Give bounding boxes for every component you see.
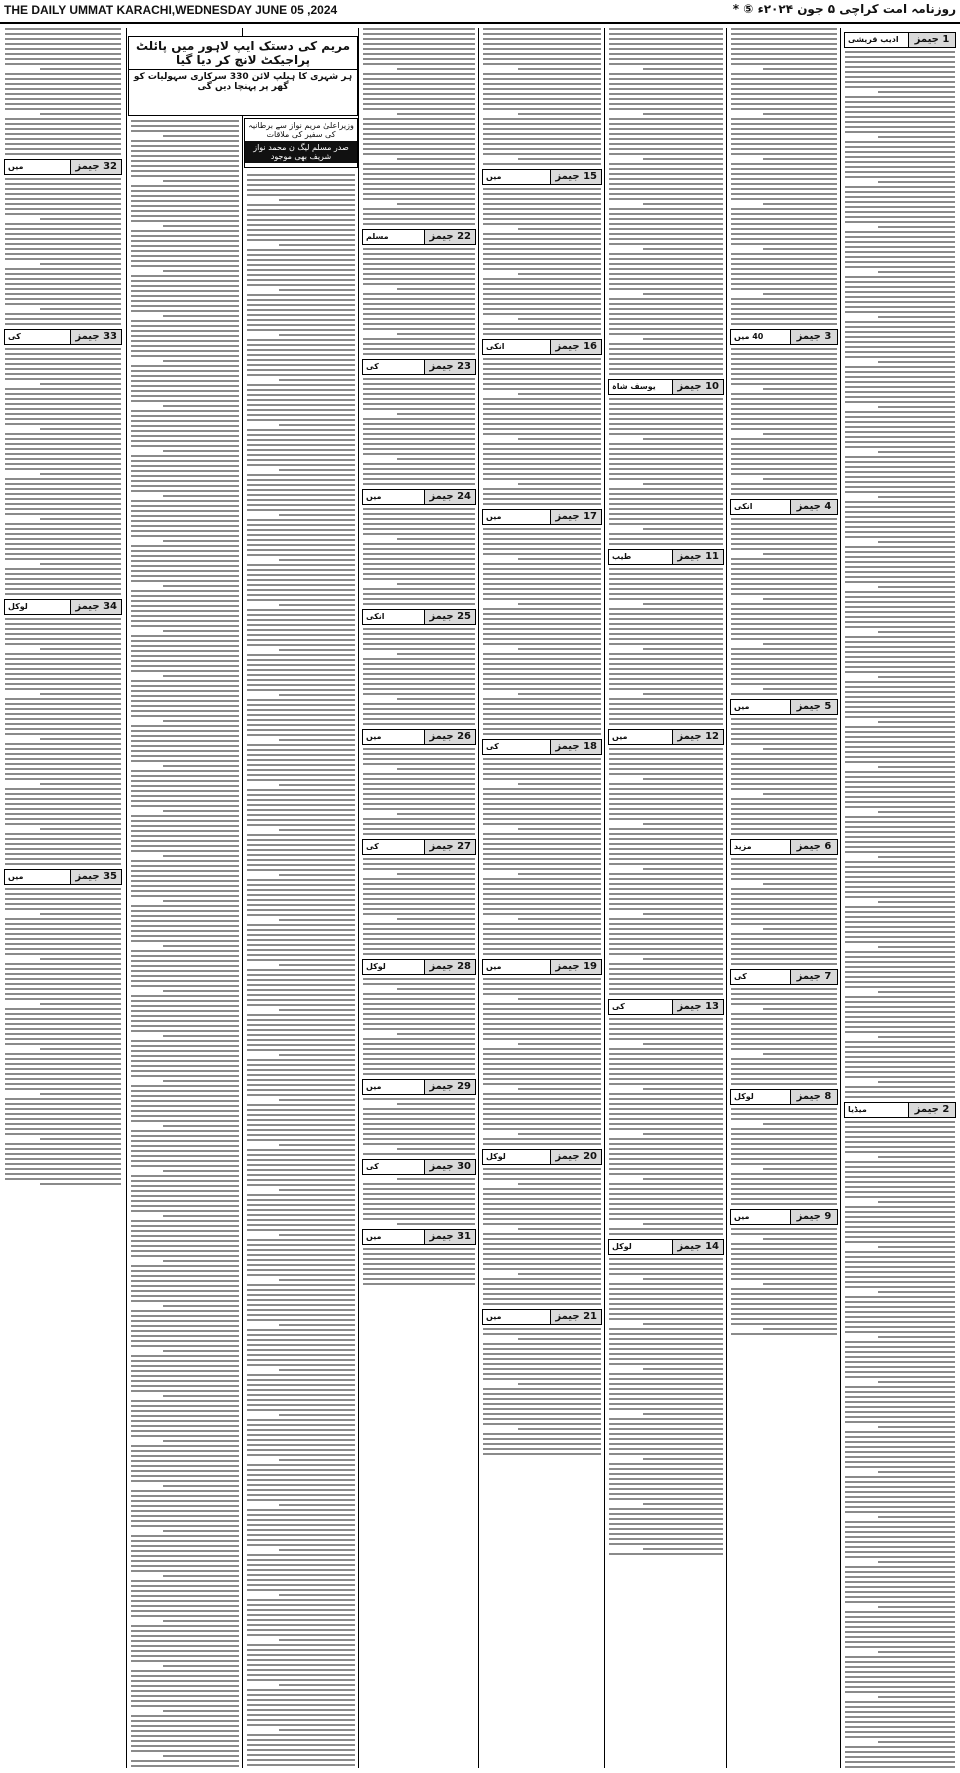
section-header-box [844, 32, 956, 48]
article-text-block [731, 1108, 837, 1205]
section-number: 18 جیمز [550, 740, 601, 754]
section-header-box [482, 509, 602, 525]
section-header-box [730, 969, 838, 985]
section-header-box [362, 1229, 476, 1245]
section-header-box [844, 1102, 956, 1118]
section-header-box [362, 609, 476, 625]
section-header-box [4, 329, 122, 345]
article-text-block [363, 378, 475, 485]
section-title: میں [486, 962, 502, 971]
section-header-box [608, 999, 724, 1015]
article-text-block [363, 748, 475, 835]
article-text-block [363, 508, 475, 605]
section-title: میں [734, 702, 750, 711]
section-header-box [4, 159, 122, 175]
section-number: 24 جیمز [424, 490, 475, 504]
article-text-block [363, 978, 475, 1075]
section-header-box [4, 599, 122, 615]
article-text-block [731, 858, 837, 965]
article-column-8 [2, 28, 124, 1768]
article-text-block [731, 28, 837, 325]
article-text-block [5, 888, 121, 1185]
section-number: 12 جیمز [672, 730, 723, 744]
article-text-block [731, 348, 837, 495]
article-text-block [363, 248, 475, 355]
section-title: لوکل [8, 602, 28, 611]
section-header-box [4, 869, 122, 885]
section-number: 5 جیمز [790, 700, 837, 714]
article-column-7 [128, 28, 242, 1768]
section-title: ادیب قریشی [848, 35, 899, 44]
section-number: 31 جیمز [424, 1230, 475, 1244]
section-number: 28 جیمز [424, 960, 475, 974]
section-title: کی [366, 1162, 379, 1171]
section-number: 26 جیمز [424, 730, 475, 744]
section-header-box [730, 329, 838, 345]
section-header-box [730, 699, 838, 715]
section-header-box [362, 839, 476, 855]
article-text-block [131, 120, 239, 1767]
section-header-box [362, 1159, 476, 1175]
section-title: انکی [486, 342, 505, 351]
section-number: 23 جیمز [424, 360, 475, 374]
section-header-box [608, 729, 724, 745]
section-number: 14 جیمز [672, 1240, 723, 1254]
section-title: کی [366, 362, 379, 371]
headline-meeting-subtitle: صدر مسلم لیگ ن محمد نواز شریف بھی موجود [245, 141, 357, 163]
section-number: 11 جیمز [672, 550, 723, 564]
section-title: میڈیا [848, 1105, 867, 1114]
article-column-2 [728, 28, 840, 1768]
section-title: کی [366, 842, 379, 851]
section-header-box [362, 359, 476, 375]
section-title: میں [8, 162, 24, 171]
section-header-box [362, 489, 476, 505]
column-rule [726, 28, 727, 1768]
masthead-urdu-title: روزنامہ امت کراچی ۵ جون ۲۰۲۴ء ⑤ * [732, 2, 956, 16]
section-title: میں [8, 872, 24, 881]
masthead-english-title: THE DAILY UMMAT KARACHI,WEDNESDAY JUNE 05 ,2024 [4, 3, 338, 17]
section-number: 27 جیمز [424, 840, 475, 854]
section-header-box [608, 379, 724, 395]
section-number: 25 جیمز [424, 610, 475, 624]
article-text-block [363, 1098, 475, 1155]
section-number: 21 جیمز [550, 1310, 601, 1324]
article-text-block [845, 1121, 955, 1768]
article-column-3 [606, 28, 726, 1768]
article-text-block [483, 758, 601, 955]
article-text-block [609, 28, 723, 375]
section-title: لوکل [366, 962, 386, 971]
section-number: 15 جیمز [550, 170, 601, 184]
section-header-box [482, 339, 602, 355]
section-number: 22 جیمز [424, 230, 475, 244]
column-rule [604, 28, 605, 1768]
column-rule [840, 28, 841, 1768]
section-title: کی [612, 1002, 625, 1011]
article-text-block [5, 618, 121, 865]
section-title: کی [8, 332, 21, 341]
section-header-box [730, 499, 838, 515]
section-number: 4 جیمز [790, 500, 837, 514]
section-number: 34 جیمز [70, 600, 121, 614]
article-text-block [483, 1328, 601, 1455]
article-text-block [731, 518, 837, 695]
section-title: انکی [366, 612, 385, 621]
section-title: میں [486, 1312, 502, 1321]
headline-dastak-subtitle: ہر شہری کا ہیلپ لائن 330 سرکاری سہولیات کو گھر پر پہنچا دیں گی [129, 69, 357, 94]
section-header-box [482, 959, 602, 975]
section-header-box [362, 1079, 476, 1095]
article-text-block [363, 1178, 475, 1225]
section-title: کی [734, 972, 747, 981]
article-text-block [247, 174, 355, 1768]
section-number: 10 جیمز [672, 380, 723, 394]
section-title: میں [612, 732, 628, 741]
section-title: لوکل [734, 1092, 754, 1101]
section-title: مسلم [366, 232, 389, 241]
section-title: یوسف شاہ [612, 382, 656, 391]
headline-meeting-title: وزیراعلیٰ مریم نواز سے برطانیہ کی سفیر کی ملاقات [248, 121, 354, 139]
section-header-box [482, 1149, 602, 1165]
article-text-block [845, 51, 955, 1098]
section-title: میں [486, 512, 502, 521]
section-title: انکی [734, 502, 753, 511]
section-number: 7 جیمز [790, 970, 837, 984]
article-text-block [363, 1248, 475, 1285]
masthead [0, 0, 960, 24]
article-column-6 [244, 28, 358, 1768]
section-number: 8 جیمز [790, 1090, 837, 1104]
article-text-block [5, 178, 121, 325]
article-text-block [483, 28, 601, 165]
section-number: 17 جیمز [550, 510, 601, 524]
article-text-block [731, 718, 837, 835]
section-title: میں [734, 1212, 750, 1221]
column-rule [126, 28, 127, 1768]
section-number: 16 جیمز [550, 340, 601, 354]
article-column-5 [360, 28, 478, 1768]
section-number: 30 جیمز [424, 1160, 475, 1174]
section-header-box [482, 169, 602, 185]
article-column-1 [842, 28, 958, 1768]
section-header-box [730, 1089, 838, 1105]
section-title: طیب [612, 552, 632, 561]
section-header-box [730, 839, 838, 855]
article-column-4 [480, 28, 604, 1768]
section-title: میں [366, 1082, 382, 1091]
section-number: 33 جیمز [70, 330, 121, 344]
section-title: لوکل [612, 1242, 632, 1251]
article-text-block [363, 28, 475, 225]
section-header-box [608, 549, 724, 565]
article-text-block [483, 978, 601, 1145]
section-title: کی [486, 742, 499, 751]
section-number: 3 جیمز [790, 330, 837, 344]
section-number: 20 جیمز [550, 1150, 601, 1164]
headline-box-dastak [128, 36, 358, 116]
section-number: 9 جیمز [790, 1210, 837, 1224]
section-header-box [730, 1209, 838, 1225]
headline-box-meeting [244, 118, 358, 168]
section-title: میں [366, 732, 382, 741]
section-header-box [482, 1309, 602, 1325]
section-number: 6 جیمز [790, 840, 837, 854]
article-text-block [609, 568, 723, 725]
section-header-box [362, 959, 476, 975]
article-text-block [609, 748, 723, 995]
article-text-block [731, 1228, 837, 1335]
section-title: میں [486, 172, 502, 181]
section-number: 1 جیمز [908, 33, 955, 47]
section-header-box [362, 229, 476, 245]
article-text-block [5, 28, 121, 155]
column-rule [242, 28, 243, 1768]
section-number: 32 جیمز [70, 160, 121, 174]
headline-dastak-title: مریم کی دستک ایپ لاہور میں پائلٹ پراجیکٹ لانچ کر دیا گیا [135, 39, 351, 67]
section-number: 35 جیمز [70, 870, 121, 884]
section-title: لوکل [486, 1152, 506, 1161]
section-title: 40 میں [734, 332, 764, 341]
article-text-block [363, 628, 475, 725]
article-text-block [609, 1018, 723, 1235]
article-text-block [5, 348, 121, 595]
section-title: مزید [734, 842, 752, 851]
section-number: 29 جیمز [424, 1080, 475, 1094]
section-title: میں [366, 492, 382, 501]
section-header-box [608, 1239, 724, 1255]
section-title: میں [366, 1232, 382, 1241]
section-number: 19 جیمز [550, 960, 601, 974]
section-number: 13 جیمز [672, 1000, 723, 1014]
section-header-box [362, 729, 476, 745]
section-header-box [482, 739, 602, 755]
article-text-block [609, 398, 723, 545]
article-text-block [363, 858, 475, 955]
column-rule [358, 28, 359, 1768]
article-text-block [731, 988, 837, 1085]
article-text-block [483, 188, 601, 335]
column-rule [478, 28, 479, 1768]
article-text-block [609, 1258, 723, 1555]
article-text-block [483, 358, 601, 505]
article-text-block [483, 1168, 601, 1305]
section-number: 2 جیمز [908, 1103, 955, 1117]
article-text-block [483, 528, 601, 735]
